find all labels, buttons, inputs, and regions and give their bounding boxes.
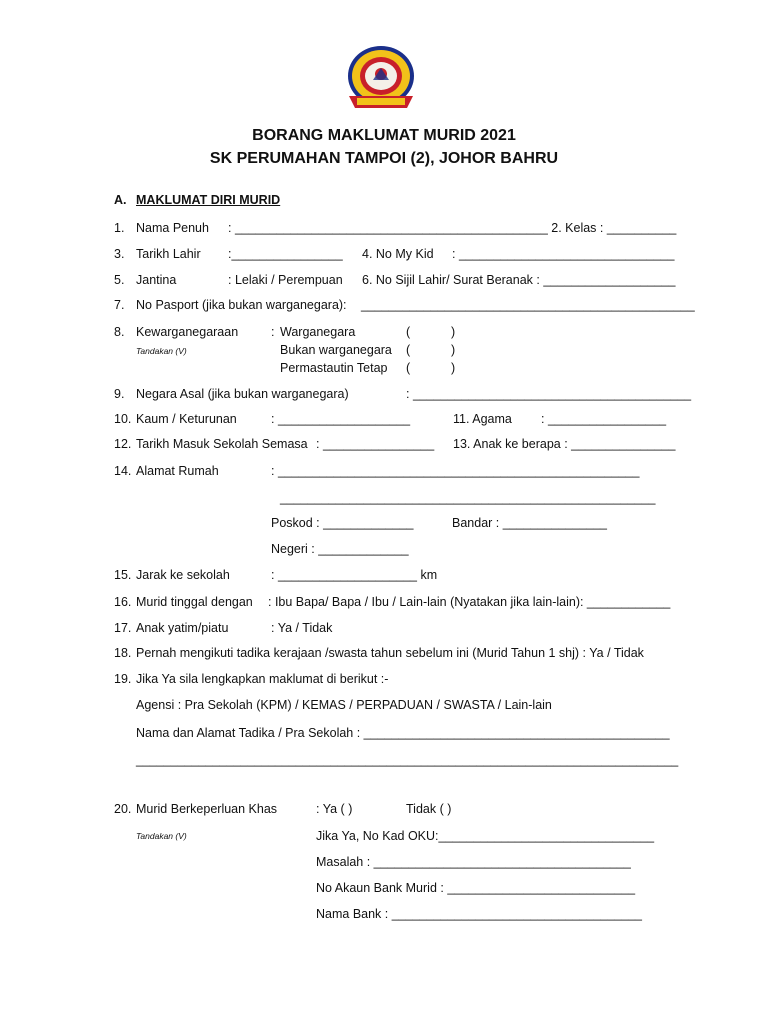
checkbox-open[interactable]: ( bbox=[406, 361, 411, 375]
tarikh-lahir-label: Tarikh Lahir bbox=[136, 247, 201, 261]
field-number: 7. bbox=[114, 298, 125, 312]
form-title: BORANG MAKLUMAT MURID 2021 bbox=[252, 127, 516, 144]
field-number: 16. bbox=[114, 595, 132, 609]
field-number: 15. bbox=[114, 568, 132, 582]
option-permastautin: Permastautin Tetap bbox=[280, 361, 388, 375]
alamat-field[interactable]: : ____________________________________________________ bbox=[271, 464, 640, 478]
tarikh-lahir-field[interactable]: :________________ bbox=[228, 247, 343, 261]
jarak-label: Jarak ke sekolah bbox=[136, 568, 230, 582]
pasport-label: No Pasport (jika bukan warganegara): bbox=[136, 298, 347, 312]
field-number: 8. bbox=[114, 325, 125, 339]
checkbox-close: ) bbox=[451, 343, 456, 357]
section-title: MAKLUMAT DIRI MURID bbox=[136, 193, 281, 207]
pasport-field[interactable]: ________________________________________________ bbox=[361, 298, 695, 312]
school-name: SK PERUMAHAN TAMPOI (2), JOHOR BAHRU bbox=[209, 150, 559, 167]
mykid-label: 4. No My Kid bbox=[362, 247, 434, 261]
bandar-field[interactable]: Bandar : _______________ bbox=[452, 516, 608, 530]
negeri-field[interactable]: Negeri : _____________ bbox=[271, 542, 409, 556]
agensi-options[interactable]: Agensi : Pra Sekolah (KPM) / KEMAS / PERPADUAN / SWASTA / Lain-lain bbox=[136, 698, 552, 712]
field-number: 1. bbox=[114, 221, 125, 235]
tarikh-masuk-label: Tarikh Masuk Sekolah Semasa bbox=[136, 437, 308, 451]
field-number: 14. bbox=[114, 464, 132, 478]
nama-kelas-field[interactable]: : _____________________________________________ 2. Kelas : __________ bbox=[228, 221, 677, 235]
poskod-field[interactable]: Poskod : _____________ bbox=[271, 516, 414, 530]
sijil-lahir-field[interactable]: 6. No Sijil Lahir/ Surat Beranak : ___________________ bbox=[362, 273, 676, 287]
field-number: 3. bbox=[114, 247, 125, 261]
yatim-options[interactable]: : Ya / Tidak bbox=[271, 621, 333, 635]
tidak-checkbox[interactable]: Tidak ( ) bbox=[406, 802, 452, 816]
checkbox-open[interactable]: ( bbox=[406, 343, 411, 357]
yatim-label: Anak yatim/piatu bbox=[136, 621, 229, 635]
agama-label: 11. Agama bbox=[453, 412, 512, 426]
tick-hint: Tandakan (V) bbox=[136, 346, 187, 356]
checkbox-open[interactable]: ( bbox=[406, 325, 411, 339]
section-letter: A. bbox=[114, 193, 127, 207]
tinggal-field[interactable]: : Ibu Bapa/ Bapa / Ibu / Lain-lain (Nyatakan jika lain-lain): ____________ bbox=[268, 595, 671, 609]
anak-ke-field[interactable]: 13. Anak ke berapa : _______________ bbox=[453, 437, 676, 451]
ya-checkbox[interactable]: : Ya ( ) bbox=[316, 802, 353, 816]
field-number: 9. bbox=[114, 387, 125, 401]
field-number: 20. bbox=[114, 802, 132, 816]
field-number: 12. bbox=[114, 437, 132, 451]
jika-ya-label: Jika Ya sila lengkapkan maklumat di berikut :- bbox=[136, 672, 389, 686]
tinggal-label: Murid tinggal dengan bbox=[136, 595, 253, 609]
checkbox-close: ) bbox=[451, 361, 456, 375]
colon: : bbox=[271, 325, 275, 339]
field-number: 19. bbox=[114, 672, 132, 686]
nama-penuh-label: Nama Penuh bbox=[136, 221, 209, 235]
option-warganegara: Warganegara bbox=[280, 325, 356, 339]
field-number: 10. bbox=[114, 412, 132, 426]
nama-tadika-field[interactable]: Nama dan Alamat Tadika / Pra Sekolah : ____________________________________________ bbox=[136, 726, 670, 740]
field-number: 17. bbox=[114, 621, 132, 635]
field-number: 5. bbox=[114, 273, 125, 287]
school-crest-logo bbox=[345, 44, 417, 114]
tick-hint: Tandakan (V) bbox=[136, 831, 187, 841]
tarikh-masuk-field[interactable]: : ________________ bbox=[316, 437, 435, 451]
jarak-field[interactable]: : ____________________ km bbox=[271, 568, 438, 582]
berkeperluan-khas-label: Murid Berkeperluan Khas bbox=[136, 802, 278, 816]
negara-asal-field[interactable]: : ________________________________________ bbox=[406, 387, 692, 401]
jantina-label: Jantina bbox=[136, 273, 177, 287]
kaum-field[interactable]: : ___________________ bbox=[271, 412, 411, 426]
agama-field[interactable]: : _________________ bbox=[541, 412, 667, 426]
option-bukan-warganegara: Bukan warganegara bbox=[280, 343, 392, 357]
kad-oku-field[interactable]: Jika Ya, No Kad OKU:_______________________________ bbox=[316, 829, 655, 843]
alamat-field-2[interactable]: ______________________________________________________ bbox=[280, 491, 656, 505]
kaum-label: Kaum / Keturunan bbox=[136, 412, 237, 426]
negara-asal-label: Negara Asal (jika bukan warganegara) bbox=[136, 387, 349, 401]
alamat-label: Alamat Rumah bbox=[136, 464, 219, 478]
tadika-question[interactable]: Pernah mengikuti tadika kerajaan /swasta tahun sebelum ini (Murid Tahun 1 shj) : Ya / Tidak bbox=[136, 646, 644, 660]
nama-bank-field[interactable]: Nama Bank : ____________________________________ bbox=[316, 907, 642, 921]
field-number: 18. bbox=[114, 646, 132, 660]
masalah-field[interactable]: Masalah : _____________________________________ bbox=[316, 855, 631, 869]
kewarganegaraan-label: Kewarganegaraan bbox=[136, 325, 239, 339]
checkbox-close: ) bbox=[451, 325, 456, 339]
jantina-options[interactable]: : Lelaki / Perempuan bbox=[228, 273, 343, 287]
akaun-bank-field[interactable]: No Akaun Bank Murid : ___________________________ bbox=[316, 881, 636, 895]
mykid-field[interactable]: : _______________________________ bbox=[452, 247, 675, 261]
nama-tadika-field-2[interactable]: ______________________________________________________________________________ bbox=[136, 753, 679, 767]
